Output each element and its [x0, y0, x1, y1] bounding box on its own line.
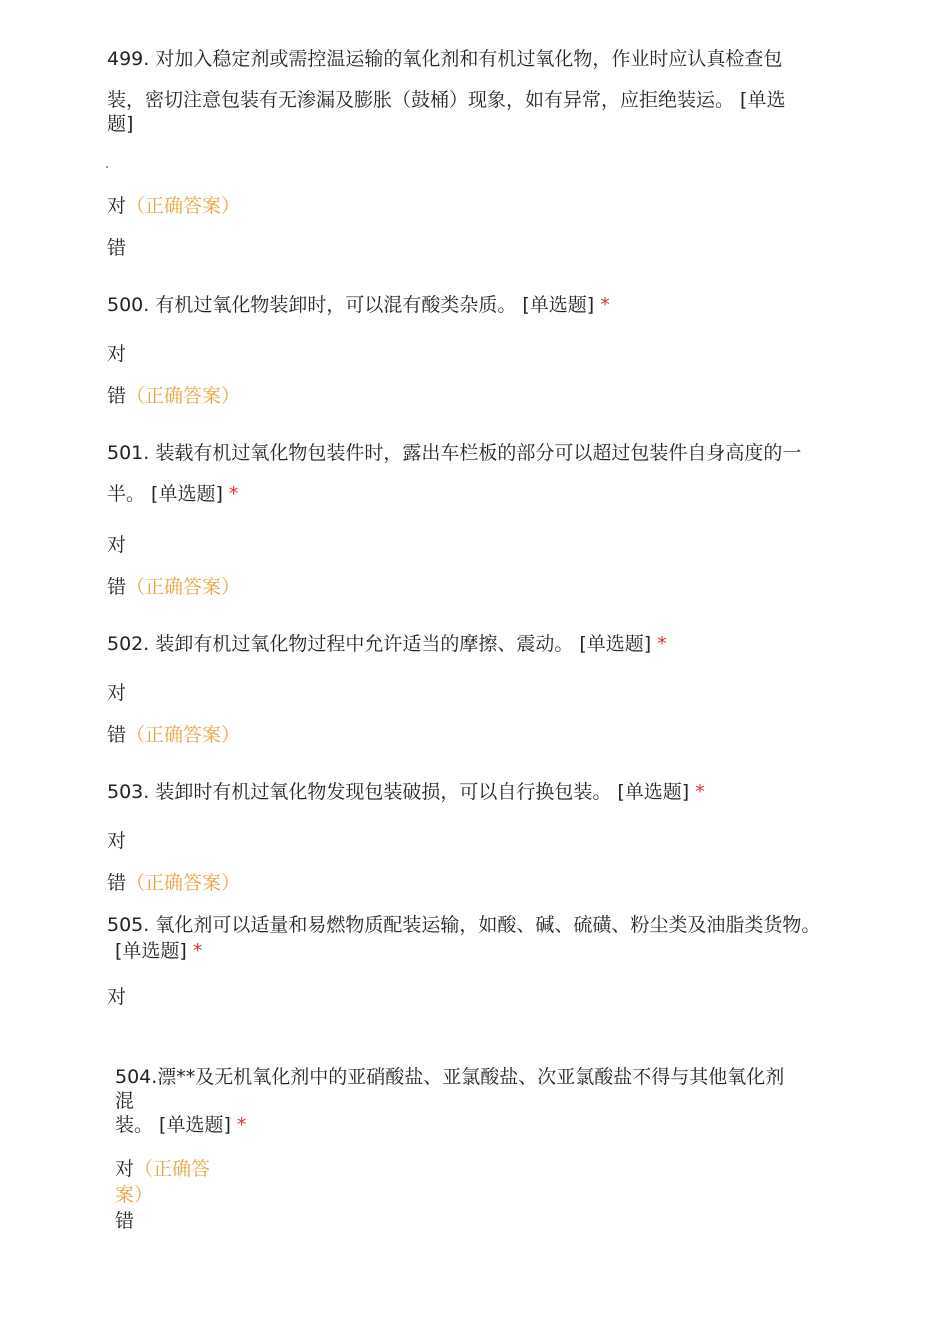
required-star: * [657, 633, 667, 655]
option-true[interactable]: 对 [107, 986, 127, 1008]
correct-answer-mark: （正确答 [134, 1158, 211, 1180]
option-true[interactable]: 对（正确答案） [107, 195, 241, 217]
correct-answer-mark: （正确答案） [126, 195, 241, 217]
correct-answer-mark: （正确答案） [126, 385, 241, 407]
question-line: 题] [107, 112, 134, 135]
stray-dot [106, 166, 108, 168]
option-false[interactable]: 错（正确答案） [107, 872, 241, 894]
question-501 [107, 442, 857, 507]
question-line: 装，密切注意包装有无渗漏及膨胀（鼓桶）现象，如有异常，应拒绝装运。 [单选 [107, 89, 786, 111]
correct-answer-mark: 案） [115, 1183, 154, 1206]
question-line: 500. 有机过氧化物装卸时，可以混有酸类杂质。 [单选题] [107, 294, 595, 316]
question-505 [107, 914, 867, 964]
question-line: 混 [115, 1089, 135, 1112]
question-503 [107, 781, 857, 805]
option-true[interactable]: 对 [107, 830, 127, 852]
question-line: [单选题] [115, 939, 187, 962]
option-true[interactable]: 对 [107, 343, 127, 365]
question-line: 504.漂**及无机氧化剂中的亚硝酸盐、亚氯酸盐、次亚氯酸盐不得与其他氧化剂 [115, 1066, 785, 1088]
option-false[interactable]: 错（正确答案） [107, 724, 241, 746]
required-star: * [695, 781, 705, 803]
required-star: * [192, 939, 203, 962]
option-true[interactable]: 对 [107, 682, 127, 704]
question-504 [115, 1066, 835, 1137]
option-true[interactable]: 对（正确答 案） [115, 1158, 211, 1206]
question-line: 502. 装卸有机过氧化物过程中允许适当的摩擦、震动。 [单选题] [107, 633, 652, 655]
correct-answer-mark: （正确答案） [126, 872, 241, 894]
question-line: 505. 氧化剂可以适量和易燃物质配装运输，如酸、碱、硫磺、粉尘类及油脂类货物。 [107, 914, 821, 936]
question-499 [107, 48, 857, 137]
question-500 [107, 294, 857, 318]
required-star: * [236, 1113, 247, 1136]
required-star: * [228, 482, 239, 505]
option-false[interactable]: 错（正确答案） [107, 576, 241, 598]
question-502 [107, 633, 857, 657]
question-line: 503. 装卸时有机过氧化物发现包装破损，可以自行换包装。 [单选题] [107, 781, 690, 803]
option-false[interactable]: 错 [107, 237, 127, 259]
question-line: 半。 [单选题] [107, 482, 223, 505]
option-false[interactable]: 错 [115, 1210, 135, 1232]
correct-answer-mark: （正确答案） [126, 576, 241, 598]
question-line: 499. 对加入稳定剂或需控温运输的氧化剂和有机过氧化物，作业时应认真检查包 [107, 48, 783, 70]
option-false[interactable]: 错（正确答案） [107, 385, 241, 407]
question-line: 501. 装载有机过氧化物包装件时，露出车栏板的部分可以超过包装件自身高度的一 [107, 442, 802, 464]
question-line: 装。 [单选题] [115, 1113, 231, 1136]
correct-answer-mark: （正确答案） [126, 724, 241, 746]
required-star: * [600, 294, 610, 316]
option-true[interactable]: 对 [107, 534, 127, 556]
